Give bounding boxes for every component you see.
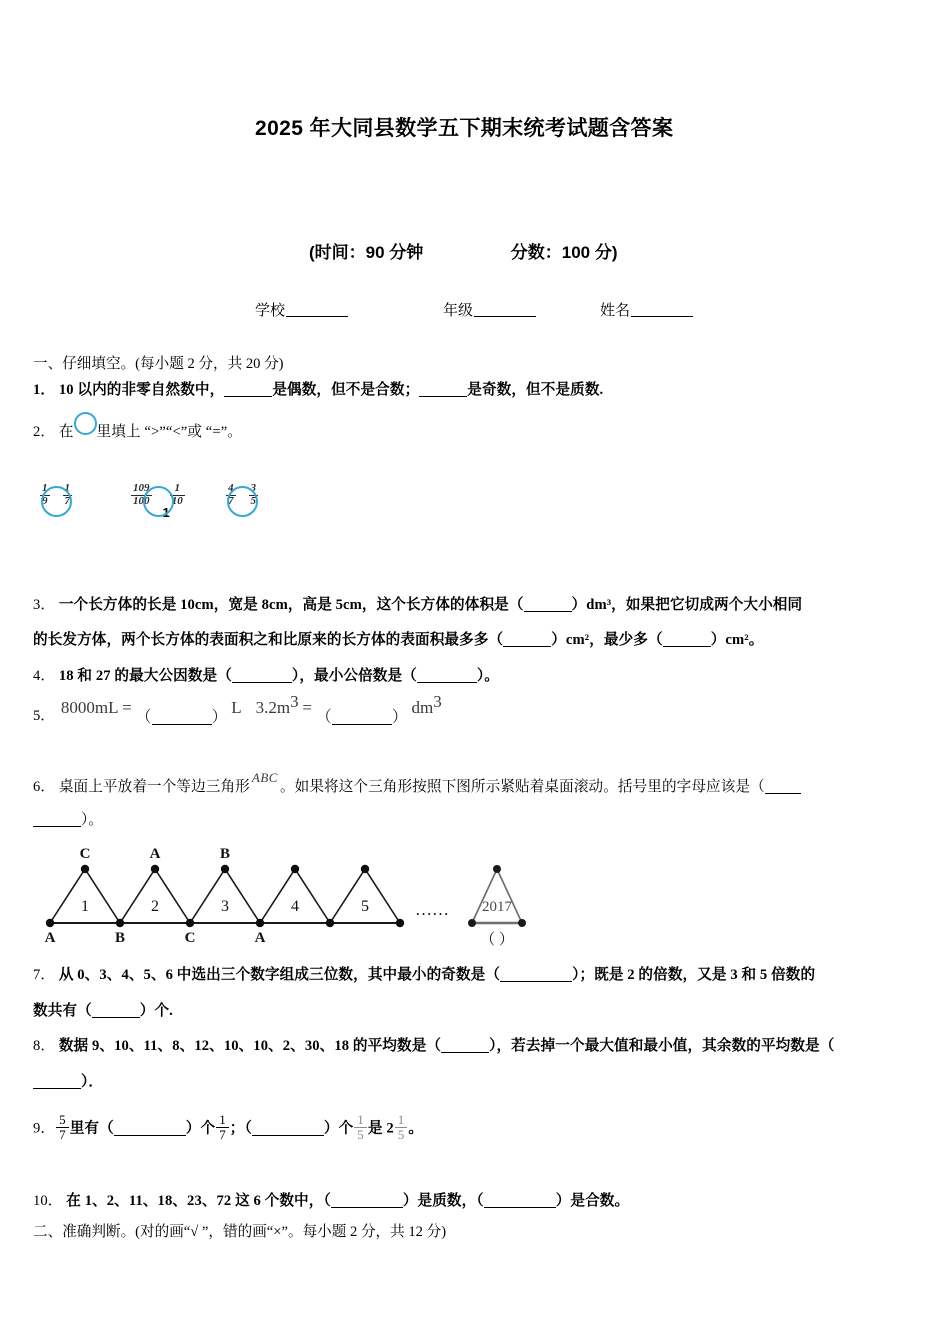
question-9-blank-1[interactable]	[114, 1135, 186, 1136]
triangle-number-3: 3	[221, 898, 229, 915]
question-5-expr2-sup: 3	[290, 692, 299, 711]
section-heading-2: 二、准确判断。(对的画“√ ”，错的画“×”。每小题 2 分，共 12 分)	[33, 1224, 447, 1240]
apex-label-1: C	[79, 846, 91, 862]
question-8-text-a: 数据 9、10、11、8、12、10、10、2、30、18 的平均数是（	[58, 1038, 442, 1054]
question-10-text-c: ）是合数。	[555, 1193, 630, 1209]
question-9-number: 9．	[33, 1120, 56, 1137]
fraction-denominator: 100	[133, 494, 150, 507]
question-3-number: 3．	[33, 597, 56, 613]
base-label-4: A	[254, 930, 266, 946]
triangle-vertex-labels	[45, 846, 266, 946]
circle-icon[interactable]	[227, 486, 258, 517]
question-9-fraction-3	[354, 1113, 367, 1141]
question-10-blank-1[interactable]	[331, 1207, 403, 1208]
field-school-blank[interactable]	[286, 303, 348, 317]
question-5-blank-2[interactable]	[332, 724, 392, 725]
question-4-text-c: ）。	[476, 668, 499, 684]
question-5	[33, 692, 442, 726]
question-2-text-a: 在	[58, 424, 74, 440]
question-7-text-a: 从 0、3、4、5、6 中选出三个数字组成三位数，其中最小的奇数是（	[58, 967, 501, 983]
question-5-paren-1: （ ）	[135, 709, 228, 726]
comparison-circle-wrap	[41, 486, 72, 522]
field-school	[255, 299, 348, 320]
triangle-number-2: 2	[151, 898, 159, 915]
question-8-text-b: ），若去掉一个最大值和最小值，其余数的平均数是（	[489, 1038, 835, 1054]
fraction-numerator: 1	[42, 481, 48, 494]
triangle-number-1: 1	[81, 898, 89, 915]
exam-time-label: (时间：90 分钟	[309, 243, 424, 262]
fraction-denominator: 7	[56, 1127, 69, 1142]
question-1-text-b: 是偶数，但不是合数；	[272, 382, 420, 398]
question-9-fraction-4	[395, 1113, 408, 1141]
question-6-blank-1a[interactable]	[765, 793, 801, 794]
question-5-expr2-eq: =	[302, 698, 312, 717]
question-9-text-d: ）个	[323, 1120, 354, 1137]
fraction-denominator: 5	[395, 1127, 408, 1142]
question-4-number: 4．	[33, 668, 56, 684]
triangle-number-4: 4	[291, 898, 299, 915]
question-10-number: 10．	[33, 1193, 63, 1209]
last-triangle-label: 2017	[482, 899, 512, 915]
question-2-number: 2．	[33, 424, 56, 440]
triangle-rolling-diagram	[40, 843, 530, 948]
question-7-number: 7．	[33, 967, 56, 983]
question-7-text-d: ）个.	[139, 1003, 173, 1019]
question-3-blank-3[interactable]	[663, 646, 711, 647]
question-8-blank-1[interactable]	[441, 1052, 489, 1053]
question-1-text-a: 10 以内的非零自然数中，	[58, 382, 225, 398]
question-3-text-d: ）cm²，最少多（	[551, 632, 663, 648]
question-8-line-1	[33, 1031, 834, 1061]
question-7-text-c: 数共有（	[33, 1003, 92, 1019]
question-5-expr1-left: 8000mL =	[60, 698, 132, 717]
fraction-denominator: 7	[228, 494, 234, 507]
triangle-diagram-svg	[40, 843, 530, 948]
comparison-trailing-digit: 1	[162, 505, 170, 520]
question-1-blank-2[interactable]	[419, 396, 467, 397]
apex-label-2: A	[149, 846, 161, 862]
circle-icon[interactable]	[143, 486, 174, 517]
question-3-text-e: ）cm²。	[710, 632, 764, 648]
question-7-blank-1[interactable]	[500, 981, 572, 982]
vertex-dots	[46, 865, 404, 927]
question-5-number: 5．	[33, 708, 55, 724]
circle-icon[interactable]	[74, 412, 97, 435]
fraction-numerator: 1	[174, 481, 180, 494]
question-9-text-f: 。	[408, 1120, 424, 1137]
question-5-blank-1[interactable]	[152, 724, 212, 725]
question-3-text-b: ）dm³，如果把它切成两个大小相同	[571, 597, 803, 613]
fraction-numerator: 4	[228, 481, 234, 494]
question-9-text-a: 里有（	[69, 1120, 114, 1137]
fraction-numerator: 1	[64, 481, 70, 494]
question-5-expr2-unit: dm	[411, 698, 434, 717]
question-6-text-c: ）。	[81, 812, 104, 828]
field-name-blank[interactable]	[631, 303, 693, 317]
question-6-text-b: 。如果将这个三角形按照下图所示紧贴着桌面滚动。括号里的字母应该是（	[279, 779, 765, 795]
base-label-2: B	[114, 930, 126, 946]
field-name	[600, 299, 693, 320]
question-6-number: 6．	[33, 779, 56, 795]
question-3-blank-2[interactable]	[503, 646, 551, 647]
fraction-numerator: 3	[250, 481, 256, 494]
question-1-blank-1[interactable]	[224, 396, 272, 397]
question-1-text-c: 是奇数，但不是质数.	[467, 382, 604, 398]
fraction-denominator: 9	[42, 494, 48, 507]
comparison-circle-wrap	[143, 486, 174, 522]
last-triangle-group	[468, 865, 526, 948]
question-8-blank-2[interactable]	[33, 1088, 81, 1089]
field-school-label: 学校	[255, 302, 286, 319]
question-1	[33, 375, 603, 405]
fraction-denominator: 10	[171, 494, 183, 507]
question-9-text-b: ）个	[185, 1120, 216, 1137]
question-5-expr2-left: 3.2m	[255, 698, 291, 717]
question-4-text-a: 18 和 27 的最大公因数是（	[58, 668, 232, 684]
fraction-denominator: 5	[354, 1127, 367, 1142]
fraction-numerator: 1	[219, 1112, 226, 1127]
question-8-line-2	[33, 1067, 103, 1097]
field-name-label: 姓名	[600, 302, 631, 319]
comparison-item	[131, 462, 185, 528]
question-6-text-a: 桌面上平放着一个等边三角形	[58, 779, 250, 795]
comparison-item	[226, 462, 258, 528]
field-grade	[443, 299, 536, 320]
circle-icon[interactable]	[41, 486, 72, 517]
question-4-blank-1[interactable]	[232, 682, 292, 683]
question-3-line-2	[33, 625, 763, 655]
base-label-3: C	[184, 930, 196, 946]
question-6-blank-1b[interactable]	[33, 826, 81, 827]
question-3-blank-1[interactable]	[524, 611, 572, 612]
fraction-denominator: 5	[250, 494, 256, 507]
question-8-text-c: ）．	[81, 1074, 104, 1090]
fraction-numerator: 5	[59, 1112, 66, 1127]
question-9-text-c: ；（	[229, 1120, 252, 1137]
question-7-line-1	[33, 960, 815, 990]
question-9-fraction-2	[216, 1113, 229, 1141]
comparison-item	[40, 462, 72, 528]
question-7-text-b: ）；既是 2 的倍数，又是 3 和 5 倍数的	[572, 967, 816, 983]
question-5-expr2-unit-sup: 3	[433, 692, 442, 711]
fraction-numerator: 109	[133, 481, 150, 494]
page-title: 2025 年大同县数学五下期末统考试题含答案	[255, 117, 674, 140]
triangle-numbers	[81, 898, 369, 915]
question-9-blank-2[interactable]	[252, 1135, 324, 1136]
question-5-expr1-unit: L	[231, 698, 242, 717]
exam-meta-line	[309, 238, 618, 263]
field-grade-blank[interactable]	[474, 303, 536, 317]
question-6-line-1	[33, 763, 801, 802]
question-7-line-2	[33, 996, 173, 1026]
ellipsis-label: ……	[415, 900, 449, 919]
question-8-number: 8．	[33, 1038, 56, 1054]
question-9	[33, 1113, 423, 1144]
question-3-text-a: 一个长方体的长是 10cm，宽是 8cm，高是 5cm，这个长方体的体积是（	[58, 597, 524, 613]
question-10-text-b: ）是质数，（	[402, 1193, 484, 1209]
question-6-line-2	[33, 805, 103, 835]
question-4	[33, 661, 499, 691]
fraction-denominator: 7	[64, 494, 70, 507]
question-3-line-1	[33, 590, 802, 620]
fraction-numerator: 1	[357, 1112, 364, 1127]
question-5-paren-2: （ ）	[315, 709, 408, 726]
comparison-circle-wrap	[227, 486, 258, 522]
last-triangle-bracket: （ ）	[480, 932, 514, 948]
question-10-blank-2[interactable]	[484, 1207, 556, 1208]
question-4-blank-2[interactable]	[417, 682, 477, 683]
section-heading-1: 一、仔细填空。(每小题 2 分，共 20 分)	[33, 356, 284, 372]
fraction-numerator: 1	[397, 1112, 405, 1127]
question-6-abc-label: ABC	[251, 770, 278, 785]
base-label-1: A	[44, 930, 56, 946]
question-7-blank-2[interactable]	[92, 1017, 140, 1018]
triangle-number-5: 5	[361, 898, 369, 915]
question-10	[33, 1186, 629, 1216]
question-2	[33, 412, 242, 447]
question-9-fraction-1	[56, 1113, 69, 1141]
question-2-text-b: 里填上 “>”“<”或 “=”。	[96, 424, 242, 440]
question-9-text-e: 是 2	[367, 1120, 394, 1137]
question-10-text-a: 在 1、2、11、18、23、72 这 6 个数中，（	[66, 1193, 331, 1209]
fraction-denominator: 7	[216, 1127, 229, 1142]
field-grade-label: 年级	[443, 302, 474, 319]
apex-label-3: B	[219, 846, 231, 862]
question-4-text-b: ），最小公倍数是（	[291, 668, 417, 684]
question-3-text-c: 的长发方体，两个长方体的表面积之和比原来的长方体的表面积最多多（	[33, 632, 504, 648]
question-1-number: 1．	[33, 382, 56, 398]
fraction-comparison-row	[40, 462, 440, 528]
exam-score-label: 分数：100 分)	[510, 243, 618, 262]
